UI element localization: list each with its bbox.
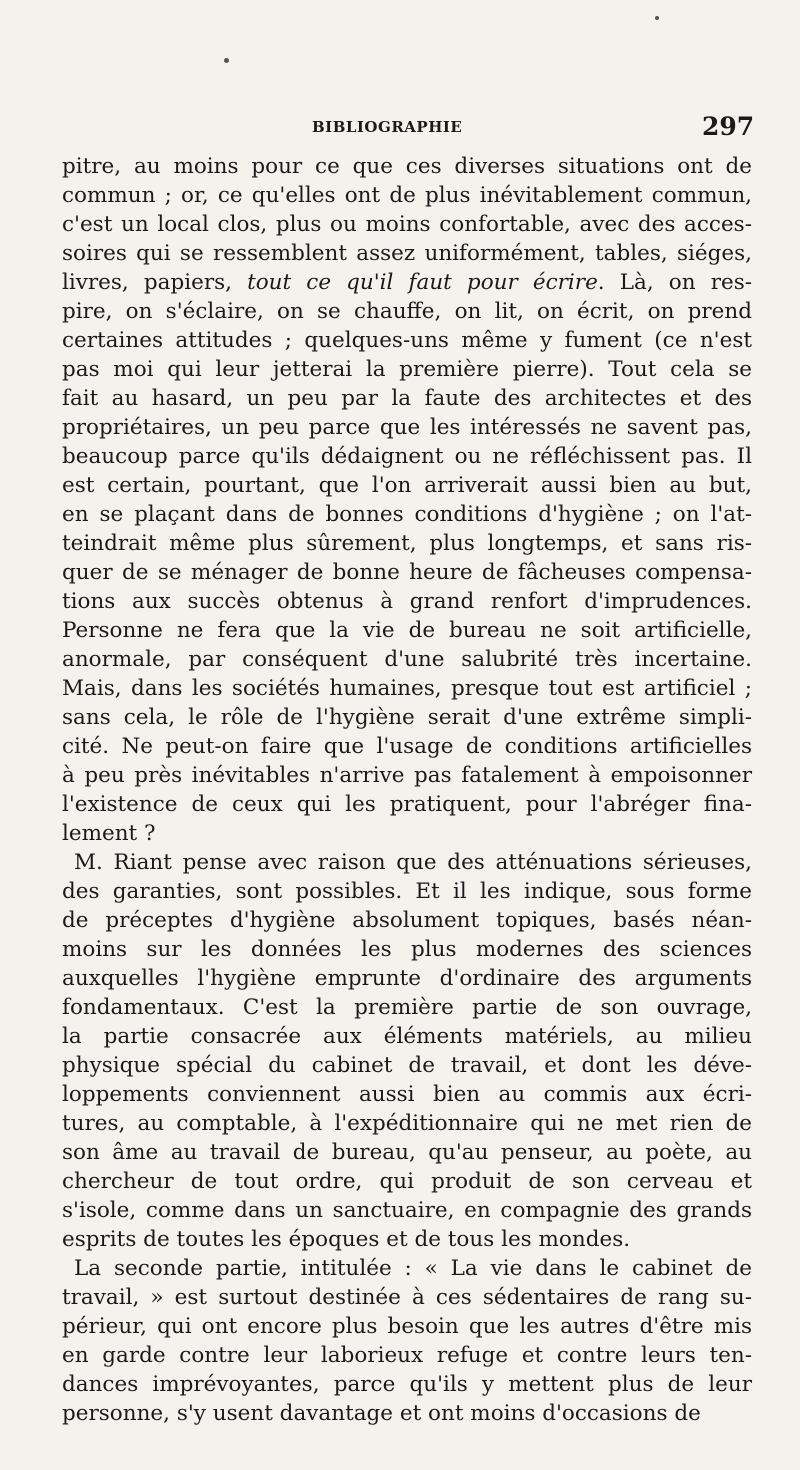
text-line: soires qui se ressemblent assez uniformément, tables, siéges, [62,241,752,266]
text-line: dances imprévoyantes, parce qu'ils y mettent plus de leur [62,1372,752,1397]
ink-speck [224,58,229,63]
text-line: pire, on s'éclaire, on se chauffe, on lit, on écrit, on prend [62,299,752,324]
text-line: travail, » est surtout destinée à ces sédentaires de rang su- [62,1285,752,1310]
text-line: personne, s'y usent davantage et ont moins d'occasions de [62,1401,701,1426]
text-line: M. Riant pense avec raison que des atténuations sérieuses, [74,850,752,875]
text-line: pas moi qui leur jetterai la première pierre). Tout cela se [62,357,752,382]
text-line: certaines attitudes ; quelques-uns même y fument (ce n'est [62,328,752,353]
paragraph [62,1254,752,1428]
text-line: en garde contre leur laborieux refuge et contre leurs ten- [62,1343,752,1368]
text-line: propriétaires, un peu parce que les intéressés ne savent pas, [62,415,752,440]
text-line: quer de se ménager de bonne heure de fâcheuses compensa- [62,560,752,585]
page-header [0,112,800,146]
ink-speck [655,16,659,20]
page-number: 297 [702,112,755,141]
text-line: esprits de toutes les époques et de tous les mondes. [62,1227,631,1252]
text-line: son âme au travail de bureau, qu'au penseur, au poète, au [62,1140,752,1165]
text-line: des garanties, sont possibles. Et il les indique, sous forme [62,879,752,904]
text-line: de préceptes d'hygiène absolument topiques, basés néan- [62,908,752,933]
text-line: tions aux succès obtenus à grand renfort d'imprudences. [62,589,752,614]
text-line: La seconde partie, intitulée : « La vie dans le cabinet de [74,1256,752,1281]
text-line: fait au hasard, un peu par la faute des architectes et des [62,386,752,411]
text-line: chercheur de tout ordre, qui produit de son cerveau et [62,1169,752,1194]
text-line: pitre, au moins pour ce que ces diverses situations ont de [62,154,752,179]
running-head: BIBLIOGRAPHIE [312,118,463,136]
text-line: en se plaçant dans de bonnes conditions d'hygiène ; on l'at- [62,502,752,527]
text-line: moins sur les données les plus modernes des sciences [62,937,752,962]
text-line: anormale, par conséquent d'une salubrité très incertaine. [62,647,752,672]
text-line: lement ? [62,821,156,846]
text-line: Personne ne fera que la vie de bureau ne soit artificielle, [62,618,752,643]
text-line: Mais, dans les sociétés humaines, presque tout est artificiel ; [62,676,752,701]
text-line: est certain, pourtant, que l'on arriverait aussi bien au but, [62,473,752,498]
text-line: livres, papiers, tout ce qu'il faut pour écrire. Là, on res- [62,270,752,295]
text-line: la partie consacrée aux éléments matériels, au milieu [62,1024,752,1049]
text-line: beaucoup parce qu'ils dédaignent ou ne réfléchissent pas. Il [62,444,752,469]
text-line: fondamentaux. C'est la première partie de son ouvrage, [62,995,752,1020]
paragraph [62,152,752,848]
text-line: c'est un local clos, plus ou moins confortable, avec des acces- [62,212,752,237]
text-line: auxquelles l'hygiène emprunte d'ordinaire des arguments [62,966,752,991]
text-line: périeur, qui ont encore plus besoin que les autres d'être mis [62,1314,752,1339]
text-line: commun ; or, ce qu'elles ont de plus inévitablement commun, [62,183,752,208]
paragraph [62,848,752,1254]
text-line: cité. Ne peut-on faire que l'usage de conditions artificielles [62,734,752,759]
text-line: l'existence de ceux qui les pratiquent, pour l'abréger fina- [62,792,752,817]
text-line: à peu près inévitables n'arrive pas fatalement à empoisonner [62,763,752,788]
text-line: physique spécial du cabinet de travail, et dont les déve- [62,1053,752,1078]
text-line: teindrait même plus sûrement, plus longtemps, et sans ris- [62,531,752,556]
text-line: loppements conviennent aussi bien au commis aux écri- [62,1082,752,1107]
text-line: tures, au comptable, à l'expéditionnaire qui ne met rien de [62,1111,752,1136]
text-line: s'isole, comme dans un sanctuaire, en compagnie des grands [62,1198,752,1223]
body-text [62,152,752,1428]
text-line: sans cela, le rôle de l'hygiène serait d'une extrême simpli- [62,705,752,730]
